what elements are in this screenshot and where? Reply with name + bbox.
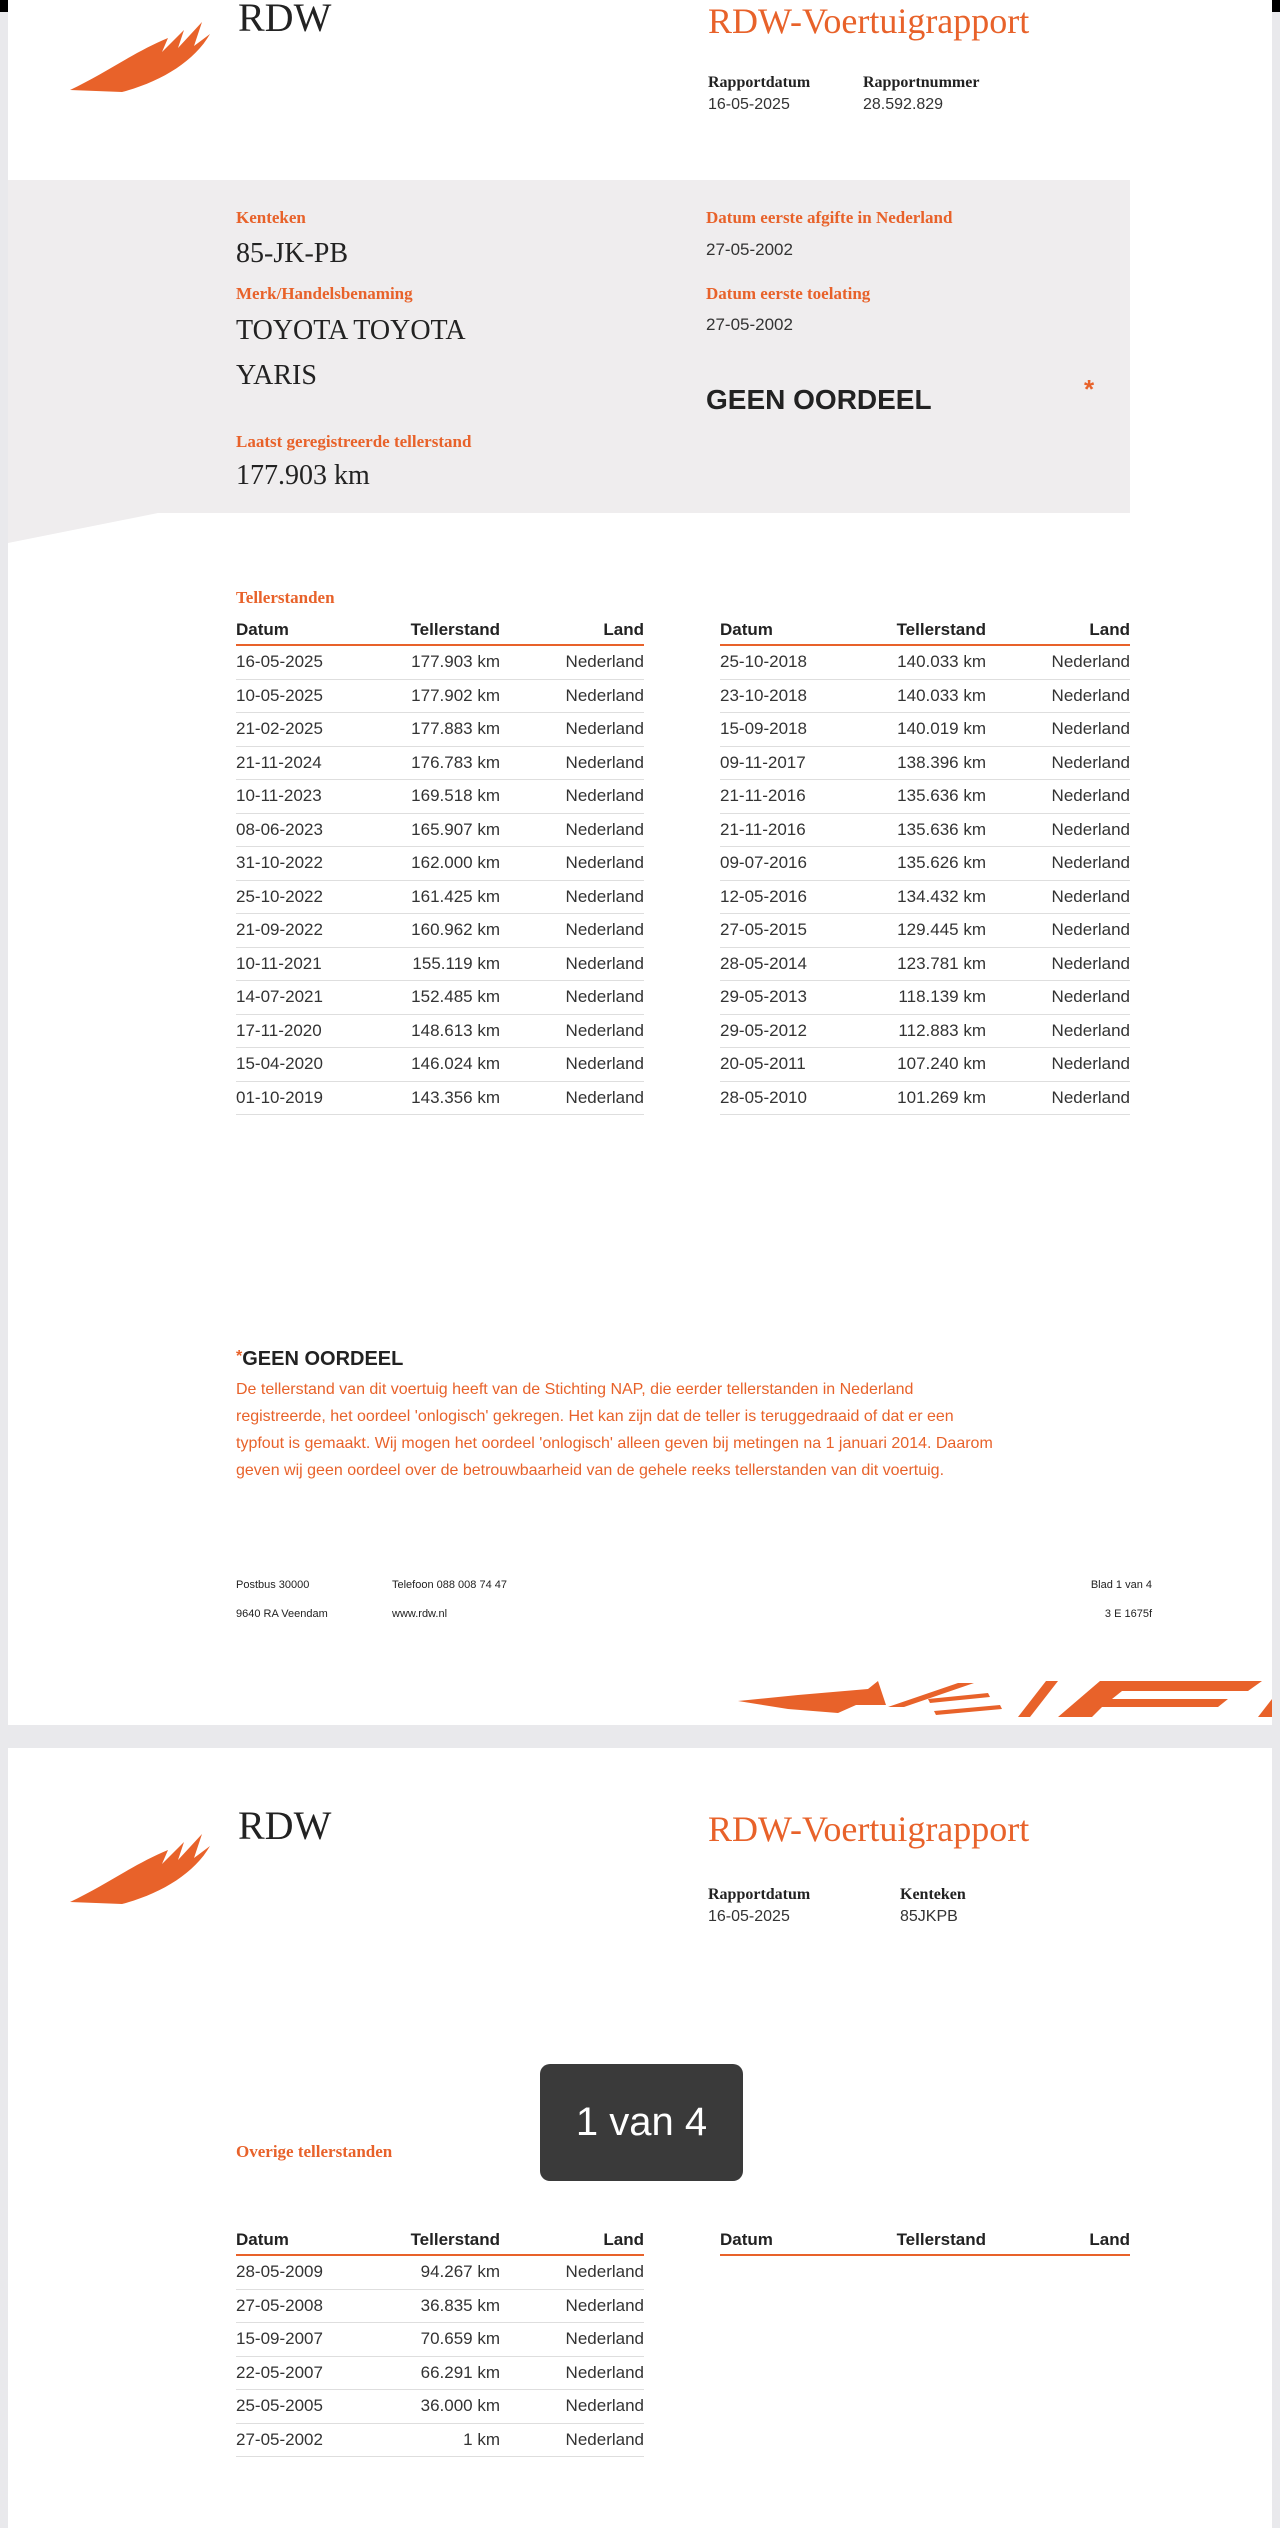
datum-cell: 29-05-2012 <box>720 1014 882 1048</box>
datum-cell: 21-11-2024 <box>236 746 396 780</box>
tellerstand-cell: 146.024 km <box>396 1048 500 1082</box>
note-line: De tellerstand van dit voertuig heeft van de Stichting NAP, die eerder tellerstanden in Nederland <box>236 1381 914 1398</box>
datum-cell: 10-11-2023 <box>236 780 396 814</box>
tellerstanden-title: Tellerstanden <box>236 588 335 607</box>
header-tellerstand: Tellerstand <box>396 620 500 645</box>
tellerstand-cell: 155.119 km <box>396 947 500 981</box>
table-row <box>236 2323 644 2357</box>
datum-cell: 22-05-2007 <box>236 2356 396 2390</box>
datum-cell: 14-07-2021 <box>236 981 396 1015</box>
oordeel-asterisk: * <box>1084 374 1095 404</box>
overige-tellerstanden-title: Overige tellerstanden <box>236 2142 393 2161</box>
header-tellerstand: Tellerstand <box>882 2230 986 2255</box>
overige-table-left <box>236 2230 644 2457</box>
tellerstand-cell: 107.240 km <box>882 1048 986 1082</box>
afgifte-label: Datum eerste afgifte in Nederland <box>706 208 953 227</box>
land-cell: Nederland <box>986 981 1130 1015</box>
page-indicator: 1 van 4 <box>540 2064 743 2181</box>
teller-value: 177.903 km <box>236 460 370 491</box>
tellerstand-cell: 169.518 km <box>396 780 500 814</box>
header-datum: Datum <box>720 2230 882 2255</box>
datum-cell: 28-05-2014 <box>720 947 882 981</box>
merk-value-line2: YARIS <box>236 360 317 391</box>
tellerstand-cell: 66.291 km <box>396 2356 500 2390</box>
note-line: registreerde, het oordeel 'onlogisch' gekregen. Het kan zijn dat de teller is teruggedraaid of dat er een <box>236 1408 954 1425</box>
tellerstand-cell: 134.432 km <box>882 880 986 914</box>
table-row <box>236 880 644 914</box>
datum-cell: 15-09-2007 <box>236 2323 396 2357</box>
header-land: Land <box>986 620 1130 645</box>
datum-cell: 29-05-2013 <box>720 981 882 1015</box>
note-title <box>236 1348 403 1371</box>
land-cell: Nederland <box>986 813 1130 847</box>
datum-cell: 15-04-2020 <box>236 1048 396 1082</box>
kenteken-label: Kenteken <box>236 208 306 227</box>
tellerstand-cell: 118.139 km <box>882 981 986 1015</box>
datum-cell: 27-05-2002 <box>236 2423 396 2457</box>
report-date-label: Rapportdatum <box>708 74 811 91</box>
report-date-block <box>708 74 810 114</box>
tellerstand-cell: 152.485 km <box>396 981 500 1015</box>
report-date-value: 16-05-2025 <box>708 1908 790 1925</box>
datum-cell: 25-10-2022 <box>236 880 396 914</box>
datum-cell: 27-05-2015 <box>720 914 882 948</box>
datum-cell: 15-09-2018 <box>720 713 882 747</box>
table-row <box>236 1048 644 1082</box>
table-header-row <box>720 620 1130 645</box>
tellerstand-cell: 135.626 km <box>882 847 986 881</box>
land-cell: Nederland <box>500 914 644 948</box>
tellerstand-cell: 70.659 km <box>396 2323 500 2357</box>
footer-code: 3 E 1675f <box>1104 1608 1152 1620</box>
note-title-text: GEEN OORDEEL <box>242 1348 404 1370</box>
land-cell: Nederland <box>500 780 644 814</box>
land-cell: Nederland <box>500 813 644 847</box>
table-row <box>720 713 1130 747</box>
tellerstand-cell: 140.033 km <box>882 679 986 713</box>
table-row <box>236 679 644 713</box>
tellerstand-cell: 129.445 km <box>882 914 986 948</box>
land-cell: Nederland <box>500 679 644 713</box>
report-date-value: 16-05-2025 <box>708 96 790 113</box>
oordeel-verdict: GEEN OORDEEL <box>706 384 932 415</box>
land-cell: Nederland <box>500 746 644 780</box>
note-body <box>236 1376 1156 1484</box>
header-land: Land <box>500 620 644 645</box>
table-row <box>720 1014 1130 1048</box>
datum-cell: 28-05-2010 <box>720 1081 882 1115</box>
land-cell: Nederland <box>500 2356 644 2390</box>
table-row <box>720 981 1130 1015</box>
tellerstand-cell: 36.835 km <box>396 2289 500 2323</box>
table-row <box>236 746 644 780</box>
header-datum: Datum <box>720 620 882 645</box>
land-cell: Nederland <box>500 1048 644 1082</box>
datum-cell: 21-11-2016 <box>720 813 882 847</box>
table-row <box>236 947 644 981</box>
header-tellerstand: Tellerstand <box>396 2230 500 2255</box>
header-datum: Datum <box>236 2230 396 2255</box>
footer-address: 9640 RA Veendam <box>236 1608 328 1620</box>
land-cell: Nederland <box>500 1014 644 1048</box>
datum-cell: 20-05-2011 <box>720 1048 882 1082</box>
table-row <box>236 813 644 847</box>
land-cell: Nederland <box>986 1081 1130 1115</box>
datum-cell: 09-07-2016 <box>720 847 882 881</box>
tellerstand-cell: 135.636 km <box>882 780 986 814</box>
table-header-row <box>720 2230 1130 2255</box>
land-cell: Nederland <box>986 679 1130 713</box>
land-cell: Nederland <box>986 914 1130 948</box>
note-line: geven wij geen oordeel over de betrouwbaarheid van de gehele reeks tellerstanden van dit voertuig. <box>236 1462 945 1479</box>
datum-cell: 10-05-2025 <box>236 679 396 713</box>
datum-cell: 16-05-2025 <box>236 645 396 679</box>
table-row <box>236 2356 644 2390</box>
datum-cell: 21-02-2025 <box>236 713 396 747</box>
table-row <box>236 1081 644 1115</box>
report-date-label: Rapportdatum <box>708 1886 811 1903</box>
datum-cell: 25-05-2005 <box>236 2390 396 2424</box>
toelating-value: 27-05-2002 <box>706 315 793 334</box>
datum-cell: 21-11-2016 <box>720 780 882 814</box>
table-row <box>720 914 1130 948</box>
table-row <box>720 645 1130 679</box>
datum-cell: 08-06-2023 <box>236 813 396 847</box>
land-cell: Nederland <box>986 1014 1130 1048</box>
kenteken-value: 85JKPB <box>900 1908 958 1925</box>
land-cell: Nederland <box>500 981 644 1015</box>
merk-label: Merk/Handelsbenaming <box>236 284 413 303</box>
tellerstand-cell: 123.781 km <box>882 947 986 981</box>
tellerstand-cell: 138.396 km <box>882 746 986 780</box>
land-cell: Nederland <box>986 947 1130 981</box>
rdw-logo-icon <box>64 1824 214 1910</box>
header-datum: Datum <box>236 620 396 645</box>
report-number-block <box>863 74 979 114</box>
table-row <box>720 780 1130 814</box>
table-row <box>236 847 644 881</box>
header-land: Land <box>986 2230 1130 2255</box>
table-row <box>236 713 644 747</box>
tellerstand-cell: 176.783 km <box>396 746 500 780</box>
land-cell: Nederland <box>986 780 1130 814</box>
kenteken-label: Kenteken <box>900 1886 966 1903</box>
tellerstand-cell: 160.962 km <box>396 914 500 948</box>
tellerstand-cell: 162.000 km <box>396 847 500 881</box>
rdw-logo-icon <box>64 12 214 98</box>
land-cell: Nederland <box>986 1048 1130 1082</box>
land-cell: Nederland <box>986 746 1130 780</box>
header-land: Land <box>500 2230 644 2255</box>
table-row <box>236 645 644 679</box>
table-row <box>236 914 644 948</box>
report-title: RDW-Voertuigrapport <box>708 1 1030 41</box>
datum-cell: 12-05-2016 <box>720 880 882 914</box>
footer-postbus: Postbus 30000 <box>236 1579 310 1591</box>
report-title: RDW-Voertuigrapport <box>708 1809 1030 1849</box>
tellerstand-cell: 94.267 km <box>396 2255 500 2289</box>
land-cell: Nederland <box>500 2323 644 2357</box>
tellerstand-cell: 165.907 km <box>396 813 500 847</box>
land-cell: Nederland <box>986 880 1130 914</box>
datum-cell: 23-10-2018 <box>720 679 882 713</box>
table-row <box>236 2289 644 2323</box>
table-header-row <box>236 2230 644 2255</box>
tellerstand-cell: 177.883 km <box>396 713 500 747</box>
datum-cell: 25-10-2018 <box>720 645 882 679</box>
table-row <box>236 2390 644 2424</box>
brand-name: RDW <box>238 0 332 40</box>
report-date-block <box>708 1886 810 1926</box>
land-cell: Nederland <box>500 947 644 981</box>
report-page-1 <box>8 0 1272 1725</box>
vehicle-summary-panel <box>8 180 1130 513</box>
datum-cell: 27-05-2008 <box>236 2289 396 2323</box>
land-cell: Nederland <box>986 847 1130 881</box>
land-cell: Nederland <box>500 645 644 679</box>
table-row <box>236 981 644 1015</box>
table-row <box>236 1014 644 1048</box>
datum-cell: 09-11-2017 <box>720 746 882 780</box>
tellerstand-cell: 135.636 km <box>882 813 986 847</box>
tellerstand-cell: 161.425 km <box>396 880 500 914</box>
land-cell: Nederland <box>500 847 644 881</box>
tellerstand-cell: 177.902 km <box>396 679 500 713</box>
tellerstand-cell: 148.613 km <box>396 1014 500 1048</box>
tellerstanden-table-left <box>236 620 644 1115</box>
table-row <box>236 780 644 814</box>
tellerstand-cell: 140.019 km <box>882 713 986 747</box>
tellerstand-cell: 177.903 km <box>396 645 500 679</box>
datum-cell: 10-11-2021 <box>236 947 396 981</box>
report-number-label: Rapportnummer <box>863 74 980 91</box>
tellerstanden-table-right <box>720 620 1130 1115</box>
table-row <box>720 880 1130 914</box>
kenteken-value: 85-JK-PB <box>236 238 349 269</box>
land-cell: Nederland <box>986 645 1130 679</box>
report-number-value: 28.592.829 <box>863 96 944 113</box>
land-cell: Nederland <box>500 2255 644 2289</box>
note-line: typfout is gemaakt. Wij mogen het oordeel 'onlogisch' alleen geven bij metingen na 1 januari 2014. Daarom <box>236 1435 993 1452</box>
teller-label: Laatst geregistreerde tellerstand <box>236 432 472 451</box>
tellerstand-cell: 36.000 km <box>396 2390 500 2424</box>
table-row <box>720 813 1130 847</box>
land-cell: Nederland <box>500 2289 644 2323</box>
kenteken-block <box>900 1886 966 1926</box>
rdw-stripes-graphic <box>728 1675 1272 1725</box>
header-tellerstand: Tellerstand <box>882 620 986 645</box>
table-row <box>236 2423 644 2457</box>
merk-value-line1: TOYOTA TOYOTA <box>236 315 466 346</box>
land-cell: Nederland <box>986 713 1130 747</box>
footer-website: www.rdw.nl <box>392 1608 448 1620</box>
tellerstand-cell: 112.883 km <box>882 1014 986 1048</box>
datum-cell: 28-05-2009 <box>236 2255 396 2289</box>
afgifte-value: 27-05-2002 <box>706 240 793 259</box>
table-row <box>236 2255 644 2289</box>
land-cell: Nederland <box>500 2423 644 2457</box>
toelating-label: Datum eerste toelating <box>706 284 871 303</box>
tellerstand-cell: 1 km <box>396 2423 500 2457</box>
brand-name: RDW <box>238 1803 332 1848</box>
tellerstand-cell: 143.356 km <box>396 1081 500 1115</box>
datum-cell: 17-11-2020 <box>236 1014 396 1048</box>
table-header-row <box>236 620 644 645</box>
datum-cell: 31-10-2022 <box>236 847 396 881</box>
land-cell: Nederland <box>500 713 644 747</box>
note-asterisk: * <box>236 1348 243 1365</box>
land-cell: Nederland <box>500 2390 644 2424</box>
tellerstand-cell: 101.269 km <box>882 1081 986 1115</box>
land-cell: Nederland <box>500 1081 644 1115</box>
table-row <box>720 947 1130 981</box>
overige-table-right <box>720 2230 1130 2256</box>
footer-blad: Blad 1 van 4 <box>1090 1579 1152 1591</box>
table-row <box>720 746 1130 780</box>
table-row <box>720 679 1130 713</box>
table-row <box>720 847 1130 881</box>
land-cell: Nederland <box>500 880 644 914</box>
datum-cell: 21-09-2022 <box>236 914 396 948</box>
footer-telefoon: Telefoon 088 008 74 47 <box>392 1579 507 1591</box>
summary-panel-corner <box>8 513 158 543</box>
tellerstand-cell: 140.033 km <box>882 645 986 679</box>
datum-cell: 01-10-2019 <box>236 1081 396 1115</box>
table-row <box>720 1048 1130 1082</box>
table-row <box>720 1081 1130 1115</box>
